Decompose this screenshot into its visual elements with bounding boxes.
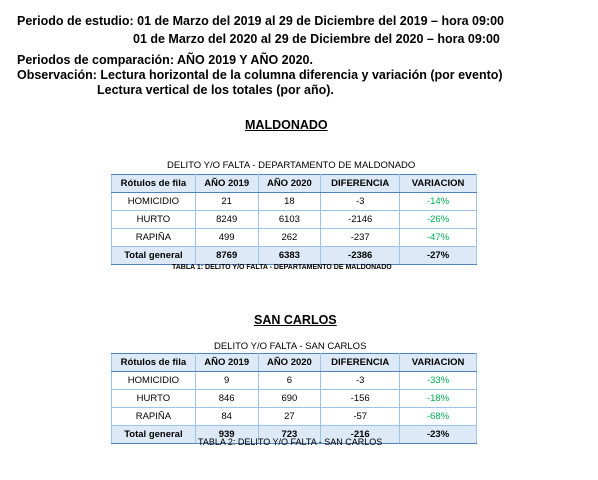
total-cell: -23%: [400, 426, 477, 444]
table-cell: 21: [195, 193, 258, 211]
total-cell: 8769: [195, 247, 258, 265]
table-cell: 690: [258, 390, 321, 408]
column-header: VARIACION: [400, 354, 477, 372]
total-cell: Total general: [112, 426, 196, 444]
column-header: AÑO 2019: [195, 175, 258, 193]
table-cell: 6103: [258, 211, 321, 229]
table-caption-maldonado: TABLA 1: DELITO Y/O FALTA - DEPARTAMENTO DE MALDONADO: [172, 264, 392, 271]
table-row: [112, 372, 477, 390]
column-header: DIFERENCIA: [321, 175, 400, 193]
table-cell: -33%: [400, 372, 477, 390]
table-cell: HOMICIDIO: [112, 193, 196, 211]
table-cell: -57: [321, 408, 400, 426]
table-row: [112, 229, 477, 247]
total-cell: -216: [321, 426, 400, 444]
table-row: [112, 211, 477, 229]
total-cell: 723: [258, 426, 321, 444]
header-comparison-line: Periodos de comparación: AÑO 2019 Y AÑO 2020.: [17, 53, 313, 67]
total-cell: -2386: [321, 247, 400, 265]
table-cell: RAPIÑA: [112, 408, 196, 426]
table-cell: -3: [321, 372, 400, 390]
table-cell: 262: [258, 229, 321, 247]
table-caption-san-carlos: TABLA 2: DELITO Y/O FALTA - SAN CARLOS: [198, 437, 383, 447]
header-period-line: Periodo de estudio: 01 de Marzo del 2019 al 29 de Diciembre del 2019 – hora 09:00: [17, 14, 505, 28]
table-cell: -18%: [400, 390, 477, 408]
table-row: [112, 193, 477, 211]
table-cell: -237: [321, 229, 400, 247]
total-cell: -27%: [400, 247, 477, 265]
header-observation-line-2: Lectura vertical de los totales (por año).: [97, 83, 334, 97]
column-header: Rótulos de fila: [112, 175, 196, 193]
table-maldonado: [111, 174, 477, 265]
table-cell: 499: [195, 229, 258, 247]
section-title-maldonado: MALDONADO: [245, 118, 328, 132]
table-cell: -47%: [400, 229, 477, 247]
table-cell: -14%: [400, 193, 477, 211]
header-period-line-2: 01 de Marzo del 2020 al 29 de Diciembre del 2020 – hora 09:00: [133, 32, 500, 46]
table-cell: -2146: [321, 211, 400, 229]
table-title-san-carlos: DELITO Y/O FALTA - SAN CARLOS: [214, 341, 367, 352]
table-cell: 846: [195, 390, 258, 408]
table-cell: RAPIÑA: [112, 229, 196, 247]
table-san-carlos: [111, 353, 477, 444]
column-header: AÑO 2020: [258, 354, 321, 372]
table-cell: -26%: [400, 211, 477, 229]
column-header: Rótulos de fila: [112, 354, 196, 372]
table-cell: 9: [195, 372, 258, 390]
table-row: [112, 408, 477, 426]
table-cell: 84: [195, 408, 258, 426]
table-title-maldonado: DELITO Y/O FALTA - DEPARTAMENTO DE MALDONADO: [167, 160, 416, 171]
total-cell: 6383: [258, 247, 321, 265]
header-observation-line: Observación: Lectura horizontal de la columna diferencia y variación (por evento): [17, 68, 503, 82]
table-cell: 27: [258, 408, 321, 426]
table-cell: -3: [321, 193, 400, 211]
table-row: [112, 390, 477, 408]
column-header: DIFERENCIA: [321, 354, 400, 372]
column-header: AÑO 2019: [195, 354, 258, 372]
column-header: AÑO 2020: [258, 175, 321, 193]
table-cell: HURTO: [112, 211, 196, 229]
table-cell: HURTO: [112, 390, 196, 408]
table-cell: 8249: [195, 211, 258, 229]
table-header-row: [112, 175, 477, 193]
table-cell: 6: [258, 372, 321, 390]
column-header: VARIACION: [400, 175, 477, 193]
table-cell: 18: [258, 193, 321, 211]
table-cell: HOMICIDIO: [112, 372, 196, 390]
table-total-row: [112, 247, 477, 265]
table-cell: -68%: [400, 408, 477, 426]
section-title-san-carlos: SAN CARLOS: [254, 313, 337, 327]
table-header-row: [112, 354, 477, 372]
total-cell: Total general: [112, 247, 196, 265]
total-cell: 939: [195, 426, 258, 444]
table-cell: -156: [321, 390, 400, 408]
